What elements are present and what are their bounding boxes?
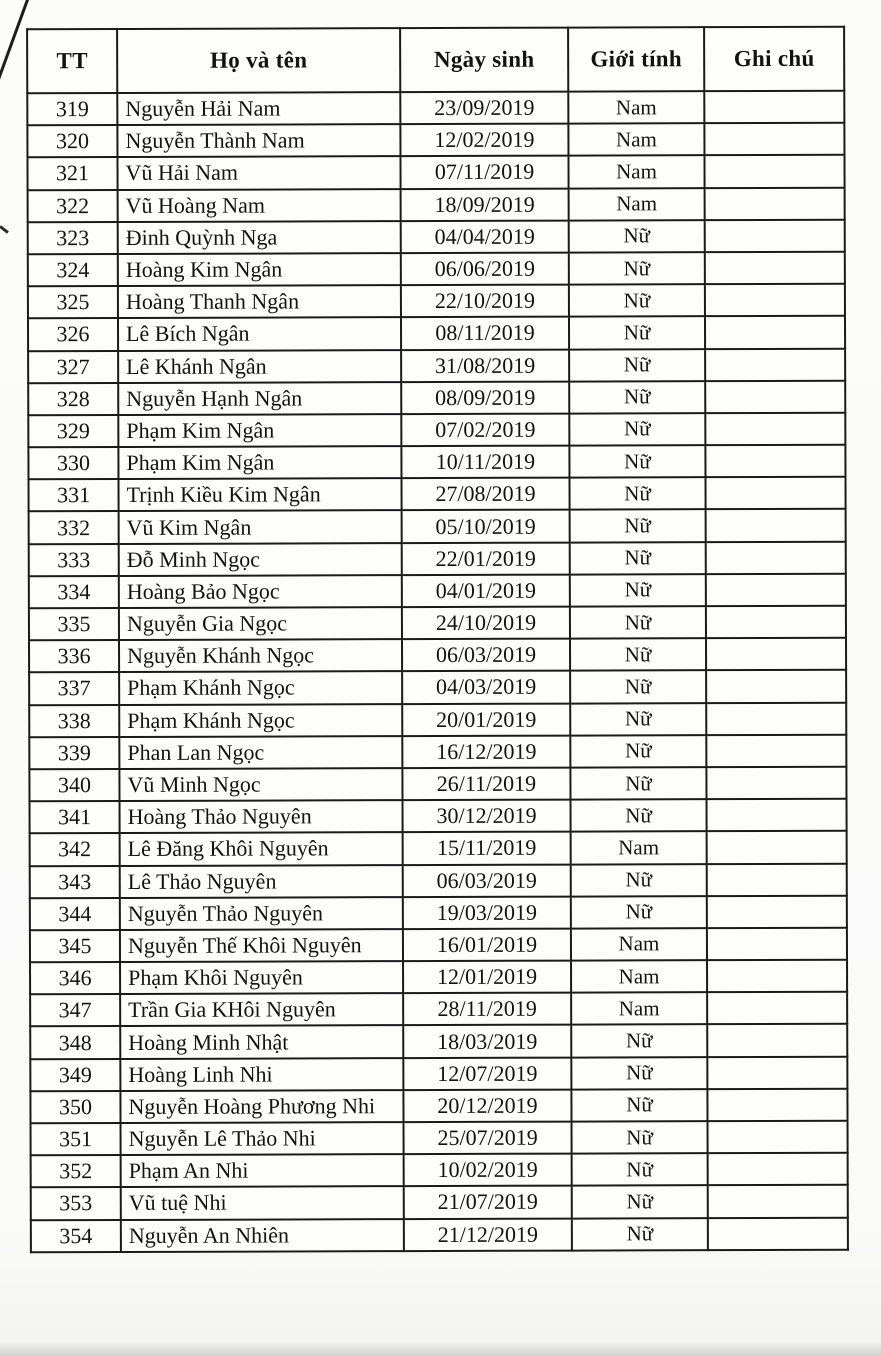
cell-gender: Nữ <box>570 542 706 575</box>
cell-dob: 06/03/2019 <box>402 639 570 672</box>
cell-tt: 353 <box>31 1187 121 1219</box>
cell-name: Vũ Hải Nam <box>117 156 400 189</box>
cell-gender: Nam <box>568 91 704 124</box>
cell-gender: Nữ <box>571 799 707 832</box>
cell-tt: 354 <box>31 1220 121 1252</box>
cell-tt: 351 <box>31 1123 121 1155</box>
cell-note <box>705 380 845 413</box>
cell-note <box>708 1185 848 1218</box>
cell-tt: 326 <box>28 318 118 350</box>
table-row <box>30 960 847 995</box>
cell-tt: 319 <box>27 93 117 125</box>
cell-gender: Nữ <box>571 864 707 897</box>
cell-dob: 12/01/2019 <box>403 961 571 994</box>
table-row <box>30 928 847 963</box>
cell-gender: Nữ <box>572 1153 708 1186</box>
cell-gender: Nữ <box>569 477 705 510</box>
table-row <box>30 1024 847 1059</box>
cell-name: Nguyễn Lê Thảo Nhi <box>121 1122 404 1155</box>
cell-note <box>705 413 845 446</box>
cell-name: Nguyễn Hạnh Ngân <box>118 382 401 415</box>
cell-gender: Nữ <box>569 413 705 446</box>
cell-dob: 27/08/2019 <box>401 478 569 511</box>
column-header-note: Ghi chú <box>704 27 844 91</box>
cell-gender: Nữ <box>569 381 705 414</box>
cell-dob: 22/01/2019 <box>402 542 570 575</box>
cell-dob: 07/02/2019 <box>401 413 569 446</box>
column-header-name: Họ và tên <box>117 28 400 93</box>
cell-note <box>708 1153 848 1186</box>
cell-gender: Nam <box>571 928 707 961</box>
cell-tt: 341 <box>30 801 120 833</box>
cell-gender: Nữ <box>571 896 707 929</box>
cell-name: Nguyễn Thế Khôi Nguyên <box>120 929 403 962</box>
table-row <box>29 702 846 737</box>
cell-name: Vũ Minh Ngọc <box>119 768 402 801</box>
cell-gender: Nữ <box>569 252 705 285</box>
cell-dob: 18/09/2019 <box>401 188 569 221</box>
cell-name: Phạm An Nhi <box>121 1154 404 1187</box>
cell-gender: Nam <box>569 188 705 221</box>
cell-gender: Nam <box>571 992 707 1025</box>
cell-name: Trần Gia KHôi Nguyên <box>120 993 403 1026</box>
table-row <box>29 734 846 769</box>
cell-tt: 350 <box>30 1091 120 1123</box>
cell-tt: 352 <box>31 1155 121 1187</box>
table-row <box>31 1185 848 1220</box>
cell-note <box>706 767 846 800</box>
cell-name: Vũ tuệ Nhi <box>121 1186 404 1219</box>
cell-gender: Nữ <box>570 671 706 704</box>
cell-name: Hoàng Minh Nhật <box>120 1026 403 1059</box>
cell-note <box>706 509 846 542</box>
cell-dob: 16/01/2019 <box>403 928 571 961</box>
cell-note <box>707 1024 847 1057</box>
cell-name: Nguyễn Thảo Nguyên <box>120 897 403 930</box>
cell-name: Hoàng Bảo Ngọc <box>119 575 402 608</box>
cell-note <box>706 606 846 639</box>
cell-name: Phạm Khánh Ngọc <box>119 704 402 737</box>
cell-tt: 343 <box>30 865 120 897</box>
cell-dob: 21/12/2019 <box>404 1218 572 1251</box>
cell-note <box>706 702 846 735</box>
cell-tt: 339 <box>29 737 119 769</box>
table-row <box>29 574 846 609</box>
cell-tt: 337 <box>29 672 119 704</box>
table-row <box>28 187 845 222</box>
table-row <box>30 863 847 898</box>
cell-tt: 324 <box>28 254 118 286</box>
cell-name: Lê Thảo Nguyên <box>120 865 403 898</box>
cell-tt: 340 <box>29 769 119 801</box>
table-row <box>28 219 845 254</box>
cell-gender: Nữ <box>572 1186 708 1219</box>
cell-tt: 344 <box>30 898 120 930</box>
table-row <box>29 638 846 673</box>
cell-note <box>706 541 846 574</box>
cell-gender: Nữ <box>569 445 705 478</box>
cell-tt: 331 <box>28 479 118 511</box>
cell-name: Đỗ Minh Ngọc <box>119 543 402 576</box>
table-row <box>31 1217 848 1252</box>
cell-tt: 336 <box>29 640 119 672</box>
cell-tt: 347 <box>30 994 120 1026</box>
cell-name: Vũ Kim Ngân <box>119 511 402 544</box>
table-row <box>28 477 845 512</box>
cell-note <box>705 187 845 220</box>
cell-name: Đinh Quỳnh Nga <box>118 221 401 254</box>
cell-tt: 323 <box>28 222 118 254</box>
cell-gender: Nữ <box>571 1089 707 1122</box>
cell-name: Nguyễn Hoàng Phương Nhi <box>120 1090 403 1123</box>
table-row <box>29 670 846 705</box>
table-row <box>30 1089 847 1124</box>
table-row <box>28 252 845 287</box>
cell-dob: 15/11/2019 <box>403 832 571 865</box>
cell-gender: Nữ <box>572 1121 708 1154</box>
cell-name: Vũ Hoàng Nam <box>118 189 401 222</box>
table-row <box>29 606 846 641</box>
table-row <box>28 413 845 448</box>
cell-note <box>704 123 844 156</box>
cell-gender: Nữ <box>570 510 706 543</box>
cell-note <box>707 1089 847 1122</box>
cell-tt: 325 <box>28 286 118 318</box>
cell-tt: 334 <box>29 576 119 608</box>
cell-gender: Nữ <box>570 574 706 607</box>
cell-dob: 16/12/2019 <box>402 735 570 768</box>
cell-tt: 342 <box>30 833 120 865</box>
table-header <box>27 27 844 94</box>
table-row <box>29 541 846 576</box>
cell-note <box>705 445 845 478</box>
cell-dob: 20/12/2019 <box>403 1089 571 1122</box>
cell-note <box>707 895 847 928</box>
table-row <box>29 767 846 802</box>
cell-dob: 04/04/2019 <box>401 220 569 253</box>
cell-dob: 19/03/2019 <box>403 896 571 929</box>
table-row <box>30 831 847 866</box>
cell-gender: Nữ <box>569 284 705 317</box>
cell-dob: 24/10/2019 <box>402 607 570 640</box>
cell-tt: 321 <box>27 157 117 189</box>
cell-tt: 330 <box>28 447 118 479</box>
cell-name: Nguyễn An Nhiên <box>121 1219 404 1252</box>
table-row <box>31 1121 848 1156</box>
table-row <box>28 380 845 415</box>
cell-gender: Nữ <box>569 220 705 253</box>
cell-tt: 320 <box>27 125 117 157</box>
cell-note <box>706 638 846 671</box>
cell-dob: 20/01/2019 <box>402 703 570 736</box>
cell-name: Lê Bích Ngân <box>118 317 401 350</box>
cell-dob: 26/11/2019 <box>402 768 570 801</box>
table-body <box>27 91 848 1252</box>
cell-gender: Nam <box>568 123 704 156</box>
cell-gender: Nữ <box>570 767 706 800</box>
cell-note <box>706 734 846 767</box>
cell-note <box>704 91 844 124</box>
cell-name: Phạm Khánh Ngọc <box>119 671 402 704</box>
cell-name: Hoàng Thảo Nguyên <box>120 800 403 833</box>
cell-gender: Nữ <box>572 1218 708 1251</box>
cell-note <box>707 992 847 1025</box>
cell-name: Nguyễn Khánh Ngọc <box>119 639 402 672</box>
cell-dob: 04/03/2019 <box>402 671 570 704</box>
table-row <box>29 509 846 544</box>
cell-gender: Nam <box>571 831 707 864</box>
cell-dob: 22/10/2019 <box>401 285 569 318</box>
cell-note <box>705 252 845 285</box>
table-row <box>28 284 845 319</box>
cell-tt: 328 <box>28 383 118 415</box>
column-header-dob: Ngày sinh <box>400 28 568 93</box>
cell-dob: 10/02/2019 <box>404 1154 572 1187</box>
cell-name: Phạm Kim Ngân <box>118 414 401 447</box>
cell-tt: 346 <box>30 962 120 994</box>
cell-gender: Nữ <box>570 703 706 736</box>
cell-name: Nguyễn Gia Ngọc <box>119 607 402 640</box>
cell-dob: 06/03/2019 <box>403 864 571 897</box>
cell-dob: 23/09/2019 <box>400 92 568 125</box>
table-row <box>30 895 847 930</box>
cell-gender: Nữ <box>570 638 706 671</box>
cell-name: Phạm Kim Ngân <box>118 446 401 479</box>
cell-tt: 333 <box>29 544 119 576</box>
cell-tt: 327 <box>28 351 118 383</box>
cell-tt: 348 <box>30 1026 120 1058</box>
table-row <box>28 348 845 383</box>
cell-dob: 08/09/2019 <box>401 381 569 414</box>
table-row <box>27 155 844 190</box>
cell-gender: Nữ <box>571 1025 707 1058</box>
cell-note <box>707 863 847 896</box>
cell-dob: 31/08/2019 <box>401 349 569 382</box>
cell-name: Hoàng Linh Nhi <box>120 1058 403 1091</box>
cell-gender: Nữ <box>569 349 705 382</box>
cell-dob: 25/07/2019 <box>404 1122 572 1155</box>
cell-note <box>708 1217 848 1250</box>
cell-tt: 335 <box>29 608 119 640</box>
table-row <box>30 992 847 1027</box>
cell-dob: 08/11/2019 <box>401 317 569 350</box>
cell-name: Phạm Khôi Nguyên <box>120 961 403 994</box>
cell-note <box>706 574 846 607</box>
cell-dob: 28/11/2019 <box>403 993 571 1026</box>
cell-tt: 329 <box>28 415 118 447</box>
cell-gender: Nam <box>568 156 704 189</box>
cell-dob: 21/07/2019 <box>404 1186 572 1219</box>
cell-tt: 338 <box>29 705 119 737</box>
cell-gender: Nữ <box>571 1057 707 1090</box>
table-row <box>28 316 845 351</box>
cell-note <box>705 316 845 349</box>
header-row <box>27 27 844 94</box>
table-row <box>28 445 845 480</box>
table-row <box>27 123 844 158</box>
cell-note <box>706 670 846 703</box>
cell-name: Nguyễn Hải Nam <box>117 92 400 125</box>
cell-note <box>707 799 847 832</box>
cell-gender: Nữ <box>569 316 705 349</box>
cell-note <box>705 477 845 510</box>
cell-note <box>705 284 845 317</box>
cell-dob: 12/02/2019 <box>400 124 568 157</box>
student-roster-table <box>26 26 849 1253</box>
cell-dob: 05/10/2019 <box>402 510 570 543</box>
cell-note <box>707 928 847 961</box>
table-row <box>30 799 847 834</box>
column-header-gender: Giới tính <box>568 27 704 91</box>
cell-dob: 12/07/2019 <box>403 1057 571 1090</box>
cell-name: Nguyễn Thành Nam <box>117 124 400 157</box>
cell-note <box>705 219 845 252</box>
table-row <box>31 1153 848 1188</box>
cell-note <box>707 1056 847 1089</box>
cell-tt: 345 <box>30 930 120 962</box>
cell-gender: Nữ <box>570 735 706 768</box>
cell-note <box>707 960 847 993</box>
cell-name: Lê Đăng Khôi Nguyên <box>120 832 403 865</box>
cell-note <box>707 831 847 864</box>
cell-note <box>708 1121 848 1154</box>
cell-gender: Nam <box>571 960 707 993</box>
cell-dob: 18/03/2019 <box>403 1025 571 1058</box>
cell-tt: 332 <box>29 511 119 543</box>
cell-tt: 349 <box>30 1059 120 1091</box>
cell-name: Lê Khánh Ngân <box>118 350 401 383</box>
cell-dob: 10/11/2019 <box>401 446 569 479</box>
cell-dob: 04/01/2019 <box>402 574 570 607</box>
cell-name: Phan Lan Ngọc <box>119 736 402 769</box>
cell-dob: 06/06/2019 <box>401 253 569 286</box>
scanner-bottom-shadow <box>0 1341 881 1356</box>
cell-dob: 30/12/2019 <box>403 800 571 833</box>
cell-name: Trịnh Kiều Kim Ngân <box>118 478 401 511</box>
cell-note <box>704 155 844 188</box>
column-header-tt: TT <box>27 29 117 93</box>
cell-dob: 07/11/2019 <box>400 156 568 189</box>
cell-note <box>705 348 845 381</box>
scan-edge-mark <box>0 225 9 234</box>
cell-gender: Nữ <box>570 606 706 639</box>
table-row <box>27 91 844 126</box>
cell-name: Hoàng Thanh Ngân <box>118 285 401 318</box>
cell-tt: 322 <box>28 190 118 222</box>
table-row <box>30 1056 847 1091</box>
cell-name: Hoàng Kim Ngân <box>118 253 401 286</box>
